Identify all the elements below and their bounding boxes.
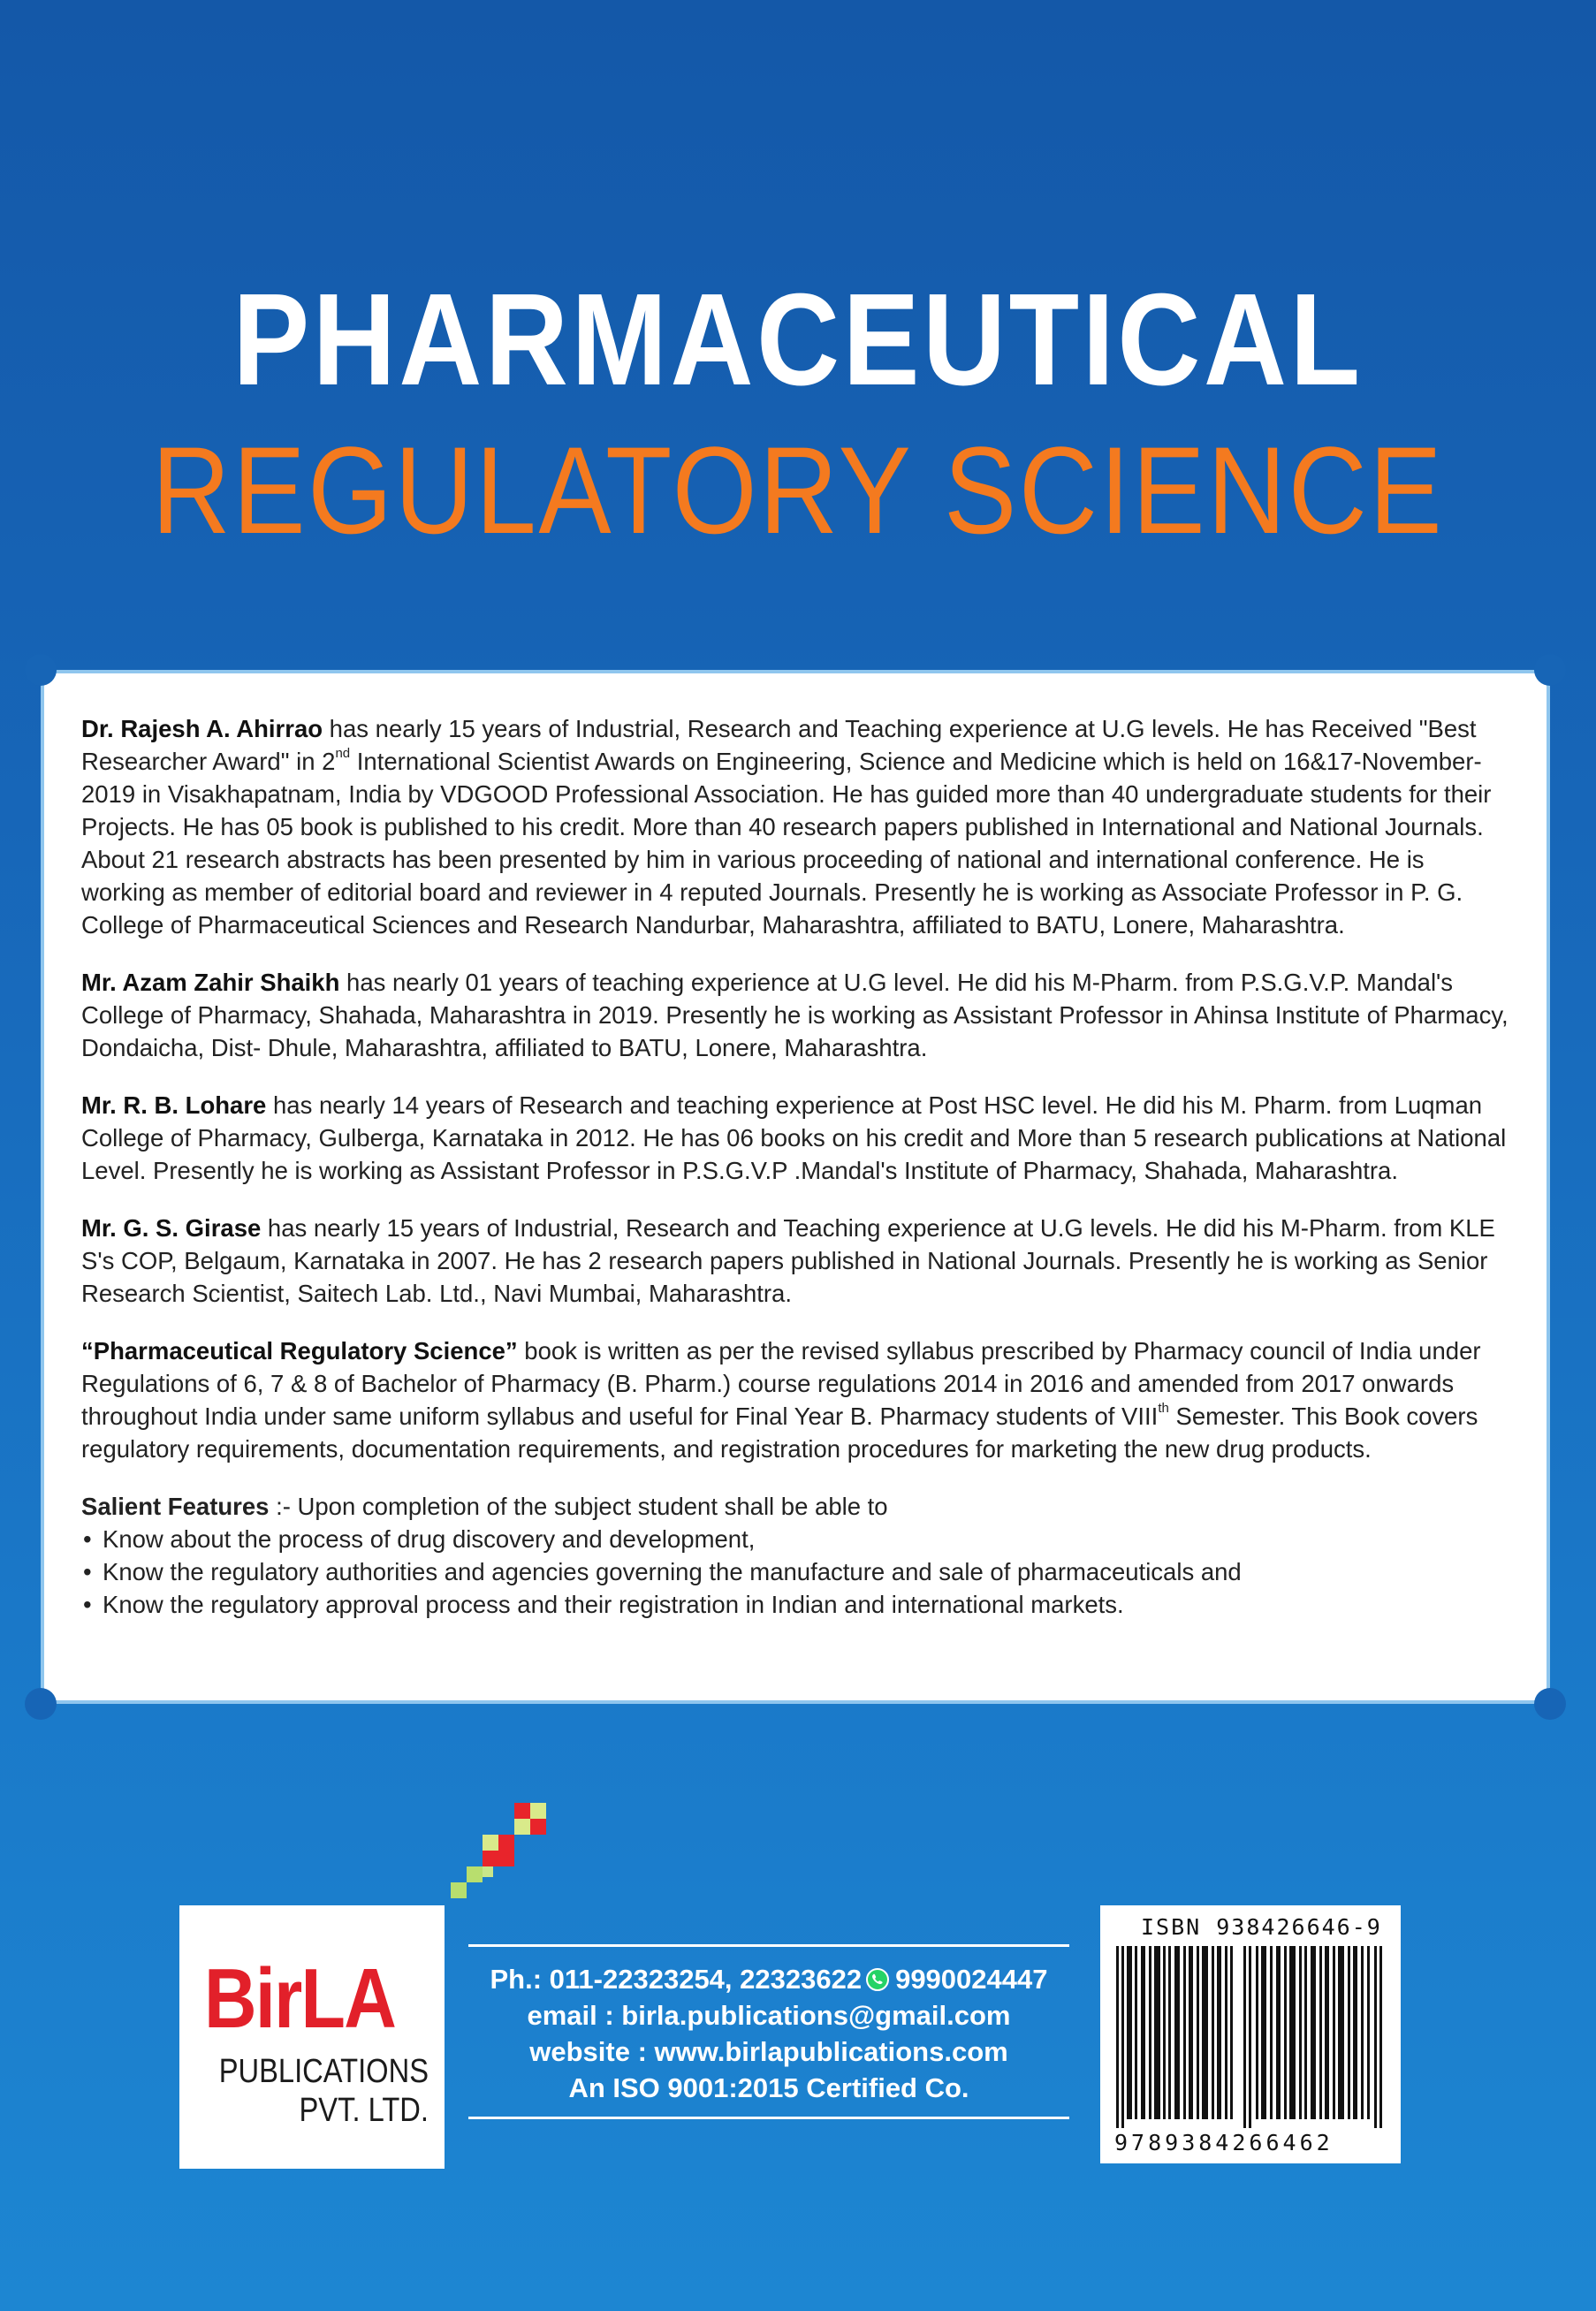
features-label: Salient Features [81,1493,270,1520]
author-bio-text: has nearly 15 years of Industrial, Research and Teaching experience at U.G levels. He did his M-Pharm. from KLE S's COP, Belgaum, Karnataka in 2007. He has 2 research papers published in National Journals. Presently he is working as Senior Research Scientist, Saitech Lab. Ltd., Navi Mumbai, Maharashtra. [81,1214,1495,1307]
book-text: Semester. This Book covers regulatory requirements, documentation requirements, and registration procedures for marketing the new drug products. [81,1403,1478,1463]
description-panel [41,670,1550,1704]
author-bio-text: has nearly 15 years of Industrial, Research and Teaching experience at U.G levels. He has Received "Best Researcher Award" in 2 [81,715,1477,775]
panel-corner-notch [25,654,57,686]
cover-title [0,265,1596,566]
logo-wordmark: BirLA [204,1951,396,2046]
panel-corner-notch [25,1688,57,1720]
author-bio-4 [81,1212,1509,1310]
isbn-barcode [1100,1905,1401,2163]
barcode-icon [1114,1946,1390,2128]
decor-square [467,1866,483,1882]
salient-features-heading [81,1490,1509,1523]
author-bio-text: International Scientist Awards on Engineering, Science and Medicine which is held on 16&17-November-2019 in Visakhapatnam, India by VDGOOD Professional Association. He has guided more than 40 undergraduate students for their Projects. He has 05 book is published to his credit. More than 40 research papers published in International and National Journals. About 21 research abstracts has been presented by him in various proceeding of national and international conference. He is working as member of editorial board and reviewer in 4 reputed Journals. Presently he is working as Associate Professor in P. G. College of Pharmaceutical Sciences and Research Nandurbar, Maharashtra, affiliated to BATU, Lonere, Maharashtra. [81,748,1492,939]
ordinal-suffix: th [1158,1401,1169,1416]
features-intro: :- Upon completion of the subject student shall be able to [269,1493,888,1520]
publisher-logo [179,1905,445,2169]
author-bio-2 [81,966,1509,1064]
author-bio-text: has nearly 01 years of teaching experience at U.G level. He did his M-Pharm. from P.S.G.V.P. Mandal's College of Pharmacy, Shahada, Maharashtra in 2019. Presently he is working as Assistant Professor in Ahinsa Institute of Pharmacy, Dondaicha, Dist- Dhule, Maharashtra, affiliated to BATU, Lonere, Maharashtra. [81,969,1509,1061]
divider [468,2117,1069,2119]
isbn-label: ISBN 938426646-9 [1141,1914,1382,1940]
book-description [81,1334,1509,1465]
author-bio-text: has nearly 14 years of Research and teaching experience at Post HSC level. He did his M. Pharm. from Luqman College of Pharmacy, Gulberga, Karnataka in 2012. He has 06 books on his credit and More than 5 research publications at National Level. Presently he is working as Assistant Professor in P.S.G.V.P .Mandal's Institute of Pharmacy, Shahada, Maharashtra. [81,1091,1507,1184]
website-line: website : www.birlapublications.com [529,2036,1008,2067]
title-line-2: REGULATORY SCIENCE [151,421,1445,559]
whatsapp-icon [865,1967,890,1992]
email-line: email : birla.publications@gmail.com [527,2000,1011,2031]
panel-corner-notch [1534,1688,1566,1720]
author-name: Mr. Azam Zahir Shaikh [81,969,340,996]
feature-item: • Know the regulatory approval process and their registration in Indian and international markets. [81,1588,1509,1621]
whatsapp-number: 9990024447 [895,1964,1048,1995]
features-list [81,1523,1509,1621]
decor-square [514,1803,546,1835]
logo-line-1: PUBLICATIONS [218,2053,429,2090]
author-name: Mr. G. S. Girase [81,1214,262,1242]
author-name: Mr. R. B. Lohare [81,1091,267,1119]
book-text: book is written as per the revised syllabus prescribed by Pharmacy council of India under Regulations of 6, 7 & 8 of Bachelor of Pharmacy (B. Pharm.) course regulations 2014 in 2016 and amended from 2017 onwards throughout India under same uniform syllabus and useful for Final Year B. Pharmacy students of VIII [81,1337,1481,1430]
author-bio-3 [81,1089,1509,1187]
isbn-number: 9789384266462 [1114,2130,1334,2155]
phone-numbers: Ph.: 011-22323254, 22323622 [490,1964,863,1995]
book-name: “Pharmaceutical Regulatory Science” [81,1337,518,1365]
panel-corner-notch [1534,654,1566,686]
phone-line [468,1961,1069,1997]
title-line-1: PHARMACEUTICAL [232,267,1364,413]
decor-square [483,1866,493,1877]
decor-square [483,1835,514,1866]
author-name: Dr. Rajesh A. Ahirrao [81,715,323,742]
feature-item: • Know the regulatory authorities and agencies governing the manufacture and sale of pharmaceuticals and [81,1555,1509,1588]
publisher-contact [468,1944,1069,2119]
logo-line-2: PVT. LTD. [299,2092,429,2129]
author-bio-1 [81,712,1509,941]
ordinal-suffix: nd [335,746,351,761]
decor-square [451,1882,467,1898]
feature-item: • Know about the process of drug discovery and development, [81,1523,1509,1555]
iso-line: An ISO 9001:2015 Certified Co. [568,2072,969,2103]
